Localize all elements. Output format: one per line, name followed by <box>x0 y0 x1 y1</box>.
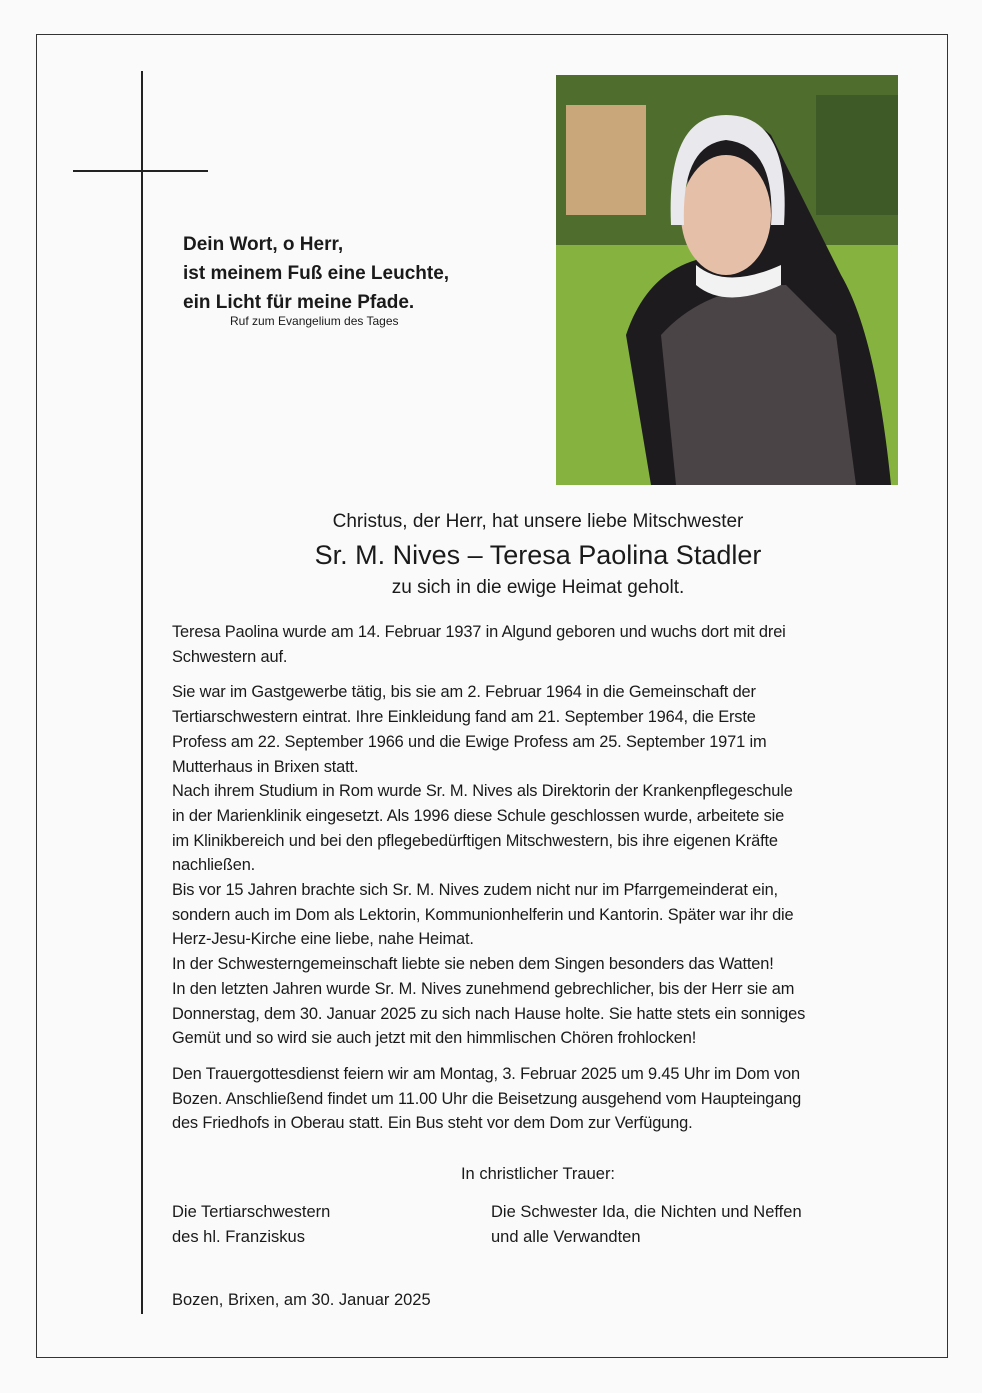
verse-source: Ruf zum Evangelium des Tages <box>230 314 399 328</box>
text-line: nachließen. <box>172 856 256 875</box>
mourners-right <box>491 1200 802 1250</box>
text-line: In den letzten Jahren wurde Sr. M. Nives zunehmend gebrechlicher, bis der Herr sie am <box>172 979 795 998</box>
text-line: Bozen. Anschließend findet um 11.00 Uhr die Beisetzung ausgehend vom Haupteingang <box>172 1089 802 1108</box>
text-line: in der Marienklinik eingesetzt. Als 1996 diese Schule geschlossen wurde, arbeitete sie <box>172 806 785 825</box>
text-line: Sie war im Gastgewerbe tätig, bis sie am 2. Februar 1964 in die Gemeinschaft der <box>172 683 756 702</box>
deceased-name: Sr. M. Nives – Teresa Paolina Stadler <box>314 540 762 570</box>
text-line: Gemüt und so wird sie auch jetzt mit den himmlischen Chören frohlocken! <box>172 1029 697 1048</box>
text-line: Donnerstag, dem 30. Januar 2025 zu sich nach Hause holte. Sie hatte stets ein sonniges <box>172 1004 806 1023</box>
text-line: Herz-Jesu-Kirche eine liebe, nahe Heimat. <box>172 930 474 949</box>
bible-verse <box>183 230 449 317</box>
verse-line: Dein Wort, o Herr, <box>183 234 344 255</box>
text-line: Den Trauergottesdienst feiern wir am Montag, 3. Februar 2025 um 9.45 Uhr im Dom von <box>172 1064 800 1083</box>
text-line: In der Schwesterngemeinschaft liebte sie neben dem Singen besonders das Watten! <box>172 955 774 974</box>
text-line: Nach ihrem Studium in Rom wurde Sr. M. Nives als Direktorin der Krankenpflegeschule <box>172 782 793 801</box>
announcement-outro: zu sich in die ewige Heimat geholt. <box>391 577 685 598</box>
text-line: Profess am 22. September 1966 und die Ewige Profess am 25. September 1971 im <box>172 732 767 751</box>
mourner-line: Die Tertiarschwestern <box>172 1203 331 1221</box>
cross-icon-vertical <box>141 71 143 1314</box>
text-line: Schwestern auf. <box>172 647 288 666</box>
mourners-left <box>172 1200 330 1250</box>
announcement-intro: Christus, der Herr, hat unsere liebe Mitschwester <box>332 511 744 532</box>
verse-line: ist meinem Fuß eine Leuchte, <box>183 263 450 284</box>
mourner-line: Die Schwester Ida, die Nichten und Neffen <box>491 1203 802 1221</box>
cross-icon-horizontal <box>73 170 208 172</box>
place-date: Bozen, Brixen, am 30. Januar 2025 <box>172 1291 431 1309</box>
paragraph-birth <box>172 620 805 669</box>
verse-line: ein Licht für meine Pfade. <box>183 292 415 313</box>
text-line: des Friedhofs in Oberau statt. Ein Bus steht vor dem Dom zur Verfügung. <box>172 1114 693 1133</box>
text-line: sondern auch im Dom als Lektorin, Kommunionhelferin und Kantorin. Später war ihr die <box>172 905 794 924</box>
mourner-line: des hl. Franziskus <box>172 1228 305 1246</box>
text-line: Bis vor 15 Jahren brachte sich Sr. M. Nives zudem nicht nur im Pfarrgemeinderat ein, <box>172 881 778 900</box>
paragraph-funeral <box>172 1062 805 1136</box>
text-line: Tertiarschwestern eintrat. Ihre Einkleidung fand am 21. September 1964, die Erste <box>172 708 756 727</box>
paragraph-life <box>172 680 805 1051</box>
biography <box>172 620 805 1147</box>
text-line: im Klinikbereich und bei den pflegebedürftigen Mitschwestern, bis ihre eigenen Kräfte <box>172 831 778 850</box>
text-line: Teresa Paolina wurde am 14. Februar 1937 in Algund geboren und wuchs dort mit drei <box>172 623 786 641</box>
mourner-line: und alle Verwandten <box>491 1228 641 1246</box>
text-line: Mutterhaus in Brixen statt. <box>172 757 359 776</box>
mourning-heading: In christlicher Trauer: <box>460 1165 616 1183</box>
portrait-photo <box>556 75 898 485</box>
